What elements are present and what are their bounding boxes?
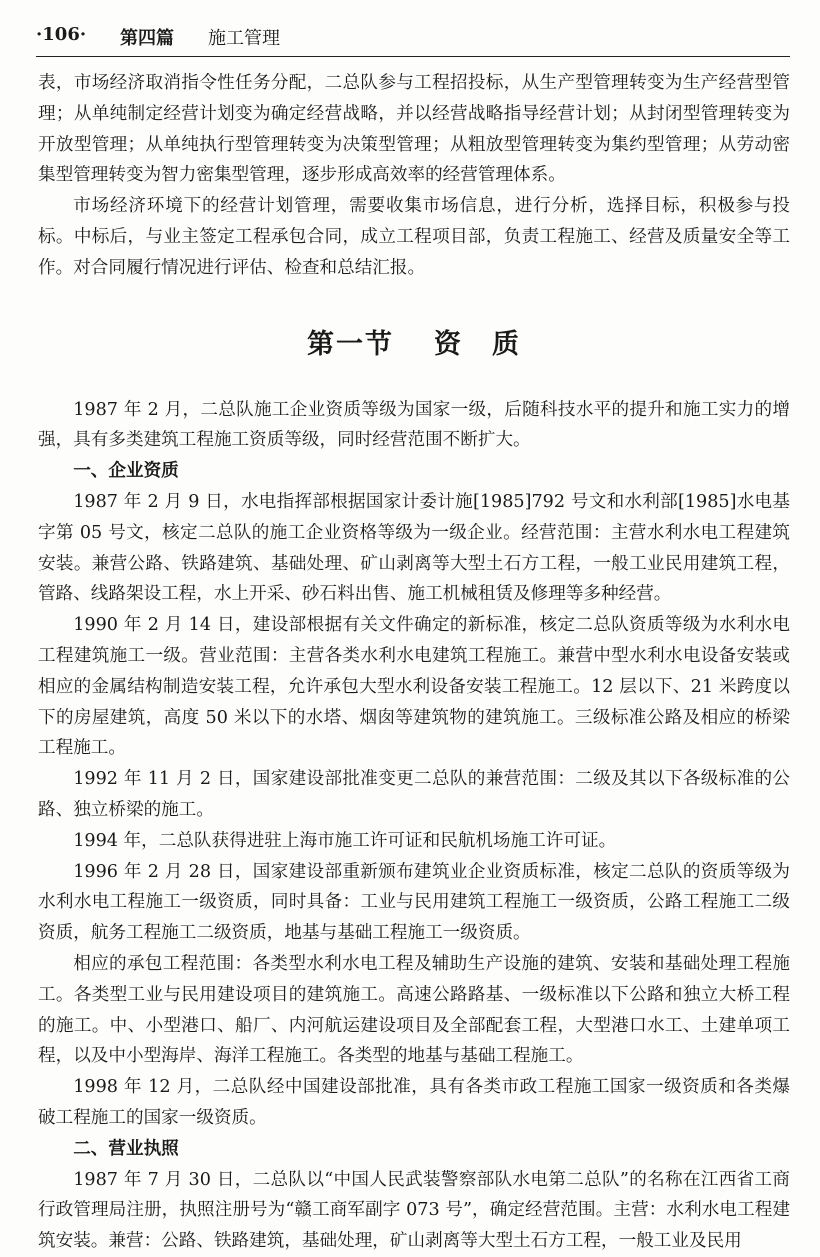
subsection-heading-enterprise-qualification: 一、企业资质 [73, 461, 179, 482]
page-number: ·106· [36, 24, 87, 45]
paragraph: 1987 年 7 月 30 日，二总队以“中国人民武装警察部队水电第二总队”的名称在江西省工商行政管理局注册，执照注册号为“赣工商军副字 073 号”，确定经营范围。主营：水利水电工程建筑安装。兼营：公路、铁路建筑，基础处理，矿山剥离等大型土石方工程，一般工业及民用 [38, 1169, 790, 1252]
paragraph: 1994 年，二总队获得进驻上海市施工许可证和民航机场施工许可证。 [73, 830, 617, 851]
paragraph: 1987 年 2 月 9 日，水电指挥部根据国家计委计施[1985]792 号文和水利部[1985]水电基字第 05 号文，核定二总队的施工企业资格等级为一级企业。经营范围：主营水利水电工程建筑安装。兼营公路、铁路建筑、基础处理、矿山剥离等大型土石方工程，一般工业民用建筑工程，管路、线路架设工程，水上开采、砂石料出售、施工机械租赁及修理等多种经营。 [38, 491, 790, 605]
section-lead-paragraph: 1987 年 2 月，二总队施工企业资质等级为国家一级，后随科技水平的提升和施工实力的增强，具有多类建筑工程施工资质等级，同时经营范围不断扩大。 [38, 399, 790, 451]
running-header [36, 14, 790, 57]
section-name: 资 质 [434, 328, 521, 360]
intro-paragraph-continued: 表，市场经济取消指令性任务分配，二总队参与工程招投标，从生产型管理转变为生产经营型管理；从单纯制定经营计划变为确定经营战略，并以经营战略指导经营计划；从封闭型管理转变为开放型管理；从单纯执行型管理转变为决策型管理；从粗放型管理转变为集约型管理；从劳动密集型管理转变为智力密集型管理，逐步形成高效率的经营管理体系。 [38, 73, 790, 186]
paragraph: 1990 年 2 月 14 日，建设部根据有关文件确定的新标准，核定二总队资质等级为水利水电工程建筑施工一级。营业范围：主营各类水利水电建筑工程施工。兼营中型水利水电设备安装或相应的金属结构制造安装工程，允许承包大型水利设备安装工程施工。12 层以下、21 米跨度以下的房屋建筑，高度 50 米以下的水塔、烟囱等建筑物的建筑施工。三级标准公路及相应的桥梁工程施工。 [38, 615, 790, 759]
paragraph: 1992 年 11 月 2 日，国家建设部批准变更二总队的兼营范围：二级及其以下各级标准的公路、独立桥梁的施工。 [38, 769, 790, 820]
intro-paragraph: 市场经济环境下的经营计划管理，需要收集市场信息，进行分析，选择目标，积极参与投标。中标后，与业主签定工程承包合同，成立工程项目部，负责工程施工、经营及质量安全等工作。对合同履行情况进行评估、检查和总结汇报。 [38, 196, 790, 278]
part-label: 第四篇 [120, 28, 174, 49]
paragraph: 相应的承包工程范围：各类型水利水电工程及辅助生产设施的建筑、安装和基础处理工程施工。各类型工业与民用建设项目的建筑施工。高速公路路基、一级标准以下公路和独立大桥工程的施工。中、小型港口、船厂、内河航运建设项目及全部配套工程，大型港口水工、土建单项工程，以及中小型海岸、海洋工程施工。各类型的地基与基础工程施工。 [38, 953, 790, 1067]
section-number: 第一节 [307, 328, 394, 360]
subsection-heading-business-license: 二、营业执照 [73, 1138, 179, 1159]
paragraph: 1996 年 2 月 28 日，国家建设部重新颁布建筑业企业资质标准，核定二总队的资质等级为水利水电工程施工一级资质，同时具备：工业与民用建筑工程施工一级资质，公路工程施工二级资质，航务工程施工二级资质，地基与基础工程施工一级资质。 [38, 861, 790, 944]
section-title [38, 322, 790, 361]
page-body [38, 68, 790, 1257]
paragraph: 1998 年 12 月，二总队经中国建设部批准，具有各类市政工程施工国家一级资质和各类爆破工程施工的国家一级资质。 [38, 1077, 790, 1128]
part-title: 施工管理 [208, 28, 280, 49]
